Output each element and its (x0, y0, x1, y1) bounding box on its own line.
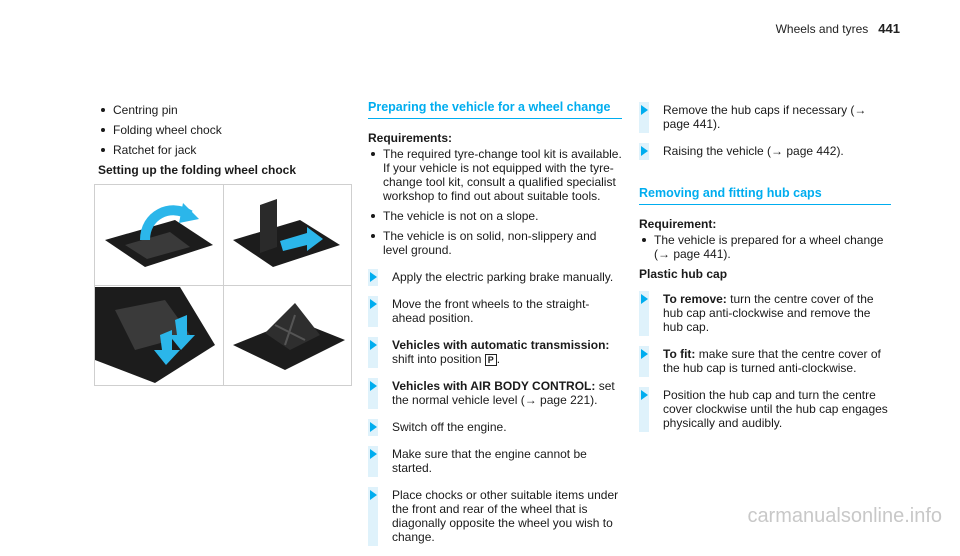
requirement-heading: Requirement: (639, 217, 717, 231)
chock-unfolding-image (233, 199, 340, 267)
section-title: Preparing the vehicle for a wheel change (368, 100, 622, 119)
column-3 (639, 102, 891, 442)
step-arrow-icon (370, 340, 377, 350)
list-item: The vehicle is on solid, non-slippery and level ground. (368, 229, 622, 257)
list-item: Folding wheel chock (98, 123, 350, 137)
step: Switch off the engine. (368, 419, 622, 436)
watermark: carmanualsonline.info (747, 505, 942, 527)
step-arrow-icon (641, 294, 648, 304)
step-arrow-icon (641, 349, 648, 359)
section-title: Removing and fitting hub caps (639, 186, 891, 205)
step-arrow-icon (370, 299, 377, 309)
requirements-heading: Requirements: (368, 131, 453, 145)
step: Make sure that the engine cannot be started. (368, 446, 622, 477)
step-arrow-icon (641, 146, 648, 156)
step: To fit: make sure that the centre cover of the hub cap is turned anti-clockwise. (639, 346, 891, 377)
step: Move the front wheels to the straight-ahead position. (368, 296, 622, 327)
list-item: The required tyre-change tool kit is available. If your vehicle is not equipped with the tyre-change tool kit, consult a qualified specialist workshop to find out about suitable tools. (368, 147, 622, 203)
page-header (776, 22, 900, 36)
step: Position the hub cap and turn the centre cover clockwise until the hub cap engages physically and audibly. (639, 387, 891, 432)
park-symbol-icon: P (485, 354, 497, 366)
step: Vehicles with automatic transmission: shift into position P . (368, 337, 622, 368)
step-arrow-icon (370, 490, 377, 500)
list-item: Centring pin (98, 103, 350, 117)
step: To remove: turn the centre cover of the hub cap anti-clockwise and remove the hub cap. (639, 291, 891, 336)
list-item: Ratchet for jack (98, 143, 350, 157)
step-arrow-icon (370, 381, 377, 391)
column-2 (368, 100, 622, 556)
list-item: The vehicle is prepared for a wheel change (→ page 441). (639, 233, 891, 261)
header-section: Wheels and tyres (775, 22, 869, 36)
step: Vehicles with AIR BODY CONTROL: set the normal vehicle level (→ page 221). (368, 378, 622, 409)
chock-closeup-image (95, 287, 215, 383)
step: Raising the vehicle (→ page 442). (639, 143, 891, 160)
step: Place chocks or other suitable items under the front and rear of the wheel that is diagonally opposite the wheel you wish to change. (368, 487, 622, 546)
parts-list (98, 103, 350, 157)
hub-cap-subheading: Plastic hub cap (639, 267, 728, 281)
requirements-list (639, 233, 891, 261)
page-number: 441 (878, 21, 900, 36)
step-arrow-icon (641, 105, 648, 115)
step: Remove the hub caps if necessary (→ page 441). (639, 102, 891, 133)
chock-folded-image (105, 203, 213, 267)
step-arrow-icon (370, 449, 377, 459)
list-item: The vehicle is not on a slope. (368, 209, 622, 223)
column-1 (98, 103, 350, 177)
step-arrow-icon (641, 390, 648, 400)
chock-figure (94, 184, 352, 386)
step: Apply the electric parking brake manually. (368, 269, 622, 286)
step-arrow-icon (370, 422, 377, 432)
step-arrow-icon (370, 272, 377, 282)
chock-assembled-image (233, 303, 345, 370)
chock-subheading: Setting up the folding wheel chock (98, 163, 297, 177)
requirements-list (368, 147, 622, 257)
